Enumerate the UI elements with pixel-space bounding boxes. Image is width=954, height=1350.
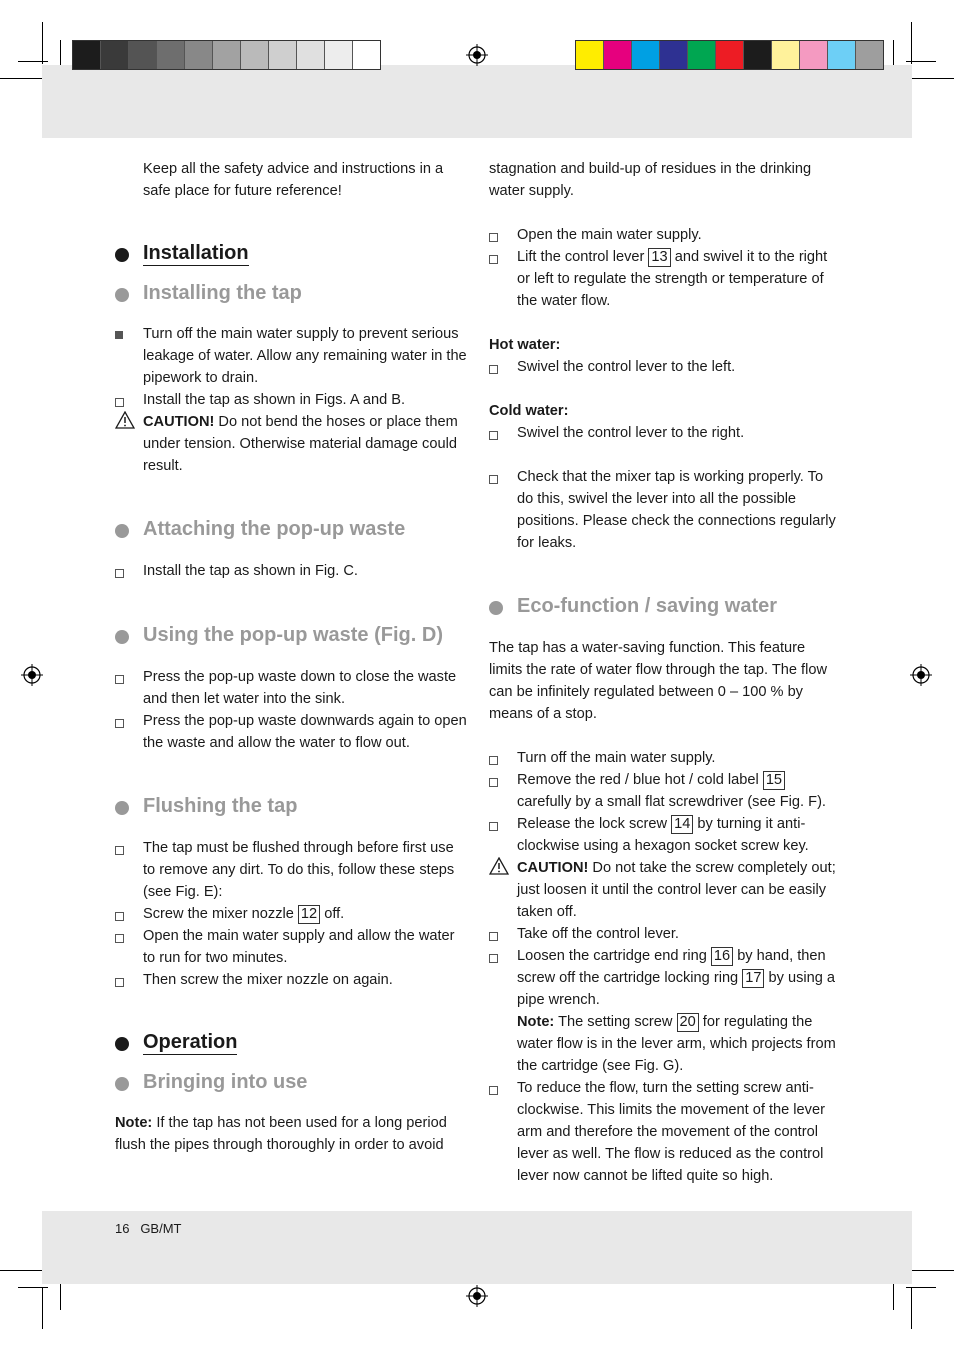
crop-mark — [906, 1270, 954, 1271]
square-bullet-icon — [115, 719, 124, 728]
caution-item: CAUTION! Do not bend the hoses or place them under tension. Otherwise material damage could result. — [115, 411, 467, 477]
bullet-dot-icon — [115, 524, 129, 538]
color-swatch — [660, 41, 688, 69]
process-color-bar — [575, 40, 884, 70]
list-item: Lift the control lever 13 and swivel it to the right or left to regulate the strength or temperature of the water flow. — [489, 246, 841, 312]
subheading-installing-tap: Installing the tap — [115, 282, 467, 304]
crop-mark — [906, 78, 954, 79]
color-swatch — [213, 41, 241, 69]
square-bullet-icon — [489, 778, 498, 787]
square-bullet-icon — [489, 255, 498, 264]
part-number: 16 — [711, 947, 733, 966]
square-bullet-icon — [489, 233, 498, 242]
square-bullet-icon — [489, 365, 498, 374]
color-swatch — [856, 41, 883, 69]
part-number: 20 — [677, 1013, 699, 1032]
part-number: 17 — [742, 969, 764, 988]
part-number: 13 — [648, 248, 670, 267]
square-bullet-icon — [115, 675, 124, 684]
hot-water-label: Hot water: — [489, 337, 561, 353]
list-item: The tap must be flushed through before first use to remove any dirt. To do this, follow these steps (see Fig. E): — [115, 837, 467, 903]
list-item: Install the tap as shown in Fig. C. — [115, 560, 467, 582]
bullet-dot-icon — [115, 630, 129, 644]
list-item: Remove the red / blue hot / cold label 15 carefully by a small flat screwdriver (see Fig. F). — [489, 769, 841, 813]
warning-triangle-icon — [115, 411, 135, 436]
part-number: 14 — [671, 815, 693, 834]
registration-mark-icon — [466, 1285, 488, 1307]
color-swatch — [297, 41, 325, 69]
square-bullet-icon — [489, 822, 498, 831]
subheading-eco-function: Eco-function / saving water — [489, 595, 841, 617]
subheading-using-popup: Using the pop-up waste (Fig. D) — [115, 624, 467, 646]
bullet-dot-icon — [115, 248, 129, 262]
square-bullet-icon — [489, 932, 498, 941]
crop-mark — [906, 61, 936, 62]
color-swatch — [772, 41, 800, 69]
left-column — [115, 158, 467, 1156]
section-heading-operation: Operation — [115, 1031, 467, 1053]
bullet-dot-icon — [115, 288, 129, 302]
bullet-dot-icon — [115, 1037, 129, 1051]
color-swatch — [744, 41, 772, 69]
color-swatch — [576, 41, 604, 69]
list-item: Release the lock screw 14 by turning it anti-clockwise using a hexagon socket screw key. — [489, 813, 841, 857]
crop-mark — [60, 1280, 61, 1310]
list-item: Press the pop-up waste down to close the waste and then let water into the sink. — [115, 666, 467, 710]
list-item: Then screw the mixer nozzle on again. — [115, 969, 467, 991]
color-swatch — [688, 41, 716, 69]
square-bullet-icon — [115, 398, 124, 407]
list-item: Turn off the main water supply. — [489, 747, 841, 769]
color-swatch — [325, 41, 353, 69]
eco-paragraph: The tap has a water-saving function. This feature limits the rate of water flow through the tap. The flow can be infinitely regulated between 0 – 100 % by means of a stop. — [489, 640, 827, 722]
color-swatch — [353, 41, 380, 69]
square-bullet-icon — [489, 431, 498, 440]
list-item: Turn off the main water supply to prevent serious leakage of water. Allow any remaining water in the pipework to drain. — [115, 323, 467, 389]
bullet-dot-icon — [115, 1077, 129, 1091]
registration-mark-icon — [910, 664, 932, 686]
bullet-dot-icon — [115, 801, 129, 815]
bullet-dot-icon — [489, 601, 503, 615]
square-bullet-icon — [115, 934, 124, 943]
crop-mark — [42, 22, 43, 64]
warning-triangle-icon — [489, 857, 509, 882]
list-item: To reduce the flow, turn the setting screw anti-clockwise. This limits the movement of the lever arm and therefore the movement of the control lever as well. The flow is reduced as the control lever now cannot be lifted quite so high. — [489, 1077, 841, 1187]
list-item: Open the main water supply. — [489, 224, 841, 246]
color-swatch — [604, 41, 632, 69]
language-code: GB/MT — [140, 1221, 182, 1236]
crop-mark — [911, 1287, 912, 1329]
note-paragraph: Note: If the tap has not been used for a long period flush the pipes through thoroughly in order to avoid — [115, 1115, 447, 1153]
crop-mark — [0, 78, 48, 79]
subheading-bringing-into-use: Bringing into use — [115, 1071, 467, 1093]
crop-mark — [911, 22, 912, 64]
grayscale-color-bar — [72, 40, 381, 70]
square-bullet-icon — [115, 846, 124, 855]
color-swatch — [101, 41, 129, 69]
part-number: 12 — [298, 905, 320, 924]
list-item: Swivel the control lever to the left. — [489, 356, 841, 378]
intro-text: Keep all the safety advice and instructions in a safe place for future reference! — [143, 161, 444, 199]
list-item: Press the pop-up waste downwards again to open the waste and allow the water to flow out. — [115, 710, 467, 754]
crop-mark — [906, 1287, 936, 1288]
color-swatch — [716, 41, 744, 69]
square-bullet-icon — [115, 331, 123, 339]
list-item: Take off the control lever. — [489, 923, 841, 945]
color-swatch — [632, 41, 660, 69]
continued-text: stagnation and build-up of residues in the drinking water supply. — [489, 161, 812, 199]
page-footer — [115, 1221, 181, 1236]
header-band — [42, 65, 912, 138]
color-swatch — [73, 41, 101, 69]
subheading-attaching-popup: Attaching the pop-up waste — [115, 518, 467, 540]
crop-mark — [18, 61, 48, 62]
color-swatch — [129, 41, 157, 69]
crop-mark — [18, 1287, 48, 1288]
caution-item: CAUTION! Do not take the screw completely out; just loosen it until the control lever can be easily taken off. — [489, 857, 841, 923]
cold-water-label: Cold water: — [489, 403, 569, 419]
list-item: Screw the mixer nozzle 12 off. — [115, 903, 467, 925]
list-item: Loosen the cartridge end ring 16 by hand, then screw off the cartridge locking ring 17 by using a pipe wrench. — [489, 945, 841, 1011]
page-number: 16 — [115, 1221, 130, 1236]
color-swatch — [269, 41, 297, 69]
part-number: 15 — [763, 771, 785, 790]
square-bullet-icon — [489, 756, 498, 765]
color-swatch — [800, 41, 828, 69]
crop-mark — [42, 1287, 43, 1329]
square-bullet-icon — [489, 475, 498, 484]
registration-mark-icon — [21, 664, 43, 686]
crop-mark — [893, 1280, 894, 1310]
square-bullet-icon — [489, 954, 498, 963]
list-item: Check that the mixer tap is working properly. To do this, swivel the lever into all the possible positions. Please check the connections regularly for leaks. — [489, 466, 841, 554]
color-swatch — [828, 41, 856, 69]
section-heading-installation: Installation — [115, 242, 467, 264]
registration-mark-icon — [466, 44, 488, 66]
crop-mark — [0, 1270, 48, 1271]
square-bullet-icon — [489, 1086, 498, 1095]
note-item: Note: The setting screw 20 for regulating the water flow is in the lever arm, which projects from the cartridge (see Fig. G). — [517, 1014, 836, 1074]
list-item: Swivel the control lever to the right. — [489, 422, 841, 444]
color-swatch — [185, 41, 213, 69]
color-swatch — [157, 41, 185, 69]
square-bullet-icon — [115, 978, 124, 987]
list-item: Install the tap as shown in Figs. A and B. — [115, 389, 467, 411]
subheading-flushing: Flushing the tap — [115, 795, 467, 817]
color-swatch — [241, 41, 269, 69]
square-bullet-icon — [115, 569, 124, 578]
right-column — [489, 158, 841, 1187]
square-bullet-icon — [115, 912, 124, 921]
list-item: Open the main water supply and allow the water to run for two minutes. — [115, 925, 467, 969]
